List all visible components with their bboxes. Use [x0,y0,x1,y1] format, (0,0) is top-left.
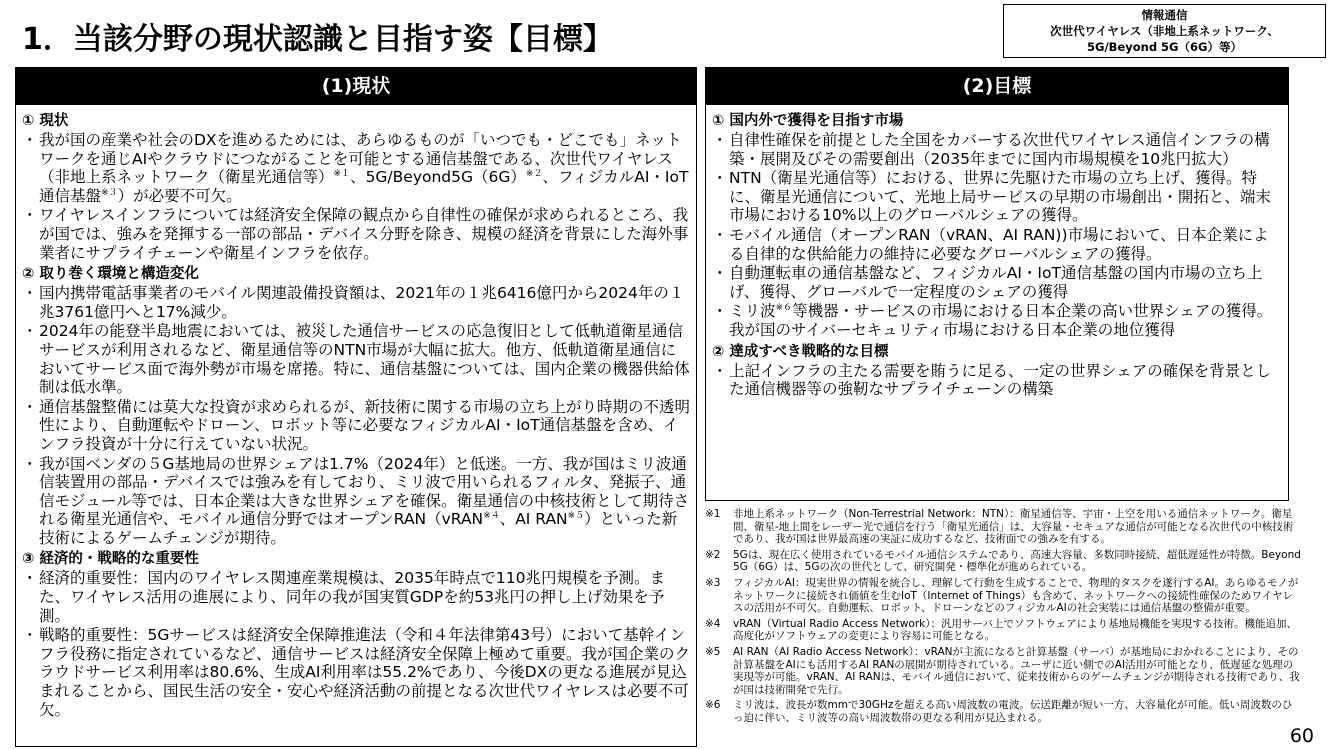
footnote-text: 非地上系ネットワーク（Non-Terrestrial Network：NTN）：衛星通信等、宇宙・上空を用いる通信ネットワーク。衛星間、衛星-地上間をレーザー光で通信を行う「衛星光通信」は、大容量・セキュアな通信が可能となる次世代の中核技術であり、我が国は世界最高速の実証に成功するなど、技術面での強みを有する。 [733,508,1294,546]
footnote-mark: ※4 [705,617,721,630]
footnote-text: 5Gは、現在広く使用されているモバイル通信システムであり、高速大容量、多数同時接続、超低遅延性が特徴。Beyond 5G（6G）は、5Gの次の世代として、研究開発・標準化が進められている。 [733,548,1301,574]
section-heading: ② 取り巻く環境と構造変化 [22,266,199,283]
bullet-text: 国内携帯電話事業者のモバイル関連設備投資額は、2021年の１兆6416億円から2024年の１兆3761億円へと17%減少。 [39,284,685,321]
footnote-text: AI RAN（AI Radio Access Network）：vRANが主流になると計算基盤（サーバ）が基地局におかれることにより、その計算基盤をAIにも活用するAI RANの展開が期待されている。ユーザに近い側でのAI活用が可能となり、低遅延な処理の実現等が可能。vRAN、AI RANは、モバイル通信において、従来技術からのゲームチェンジが期待される技術であり、我が国は技術開発で先行。 [733,645,1300,696]
bullet-text: 我が国の産業や社会のDXを進めるためには、あらゆるものが「いつでも・どこでも」ネットワークを通じAIやクラウドにつながることを可能とする通信基盤である、次世代ワイヤレス（非地上系ネットワーク（衛星光通信等） [39,131,682,187]
footnote-ref: ※６ [775,303,793,314]
bullet-item [712,302,1282,339]
bullet-text: 、5G/Beyond5G（6G） [350,168,526,187]
footnote-text: ミリ波は、波長が数mmで30GHzを超える高い周波数の電波。伝送距離が短い一方、大容量化が可能。低い周波数のひっ迫に伴い、ミリ波等の高い周波数帯の更なる利用が見込まれる。 [733,699,1293,724]
page-number: 60 [1289,725,1314,747]
bullet-item [22,131,690,205]
bullet-item [712,226,1282,263]
footnote-item [705,577,1301,615]
footnote-ref: ※５ [567,511,585,522]
bullet-text: 通信基盤整備には莫大な投資が求められるが、新技術に関する市場の立ち上がり時期の不透明性により、自動運転やドローン、ロボット等に必要なフィジカルAI・IoT通信基盤を含め、インフラ投資が十分に行えていない状況。 [39,397,691,453]
bullet-text: 自律性確保を前提とした全国をカバーする次世代ワイヤレス通信インフラの構築・展開及びその需要創出（2035年までに国内市場規模を10兆円拡大） [729,131,1270,168]
category-tag-line-1: 情報通信 [1141,8,1188,22]
footnote-ref: ※１ [333,169,351,180]
bullet-text: ワイヤレスインフラについては経済安全保障の観点から自律性の確保が求められるところ、我が国では、強みを発揮する一部の部品・デバイス分野を除き、規模の経済を背景にした海外事業者にサプライチェーンや衛星インフラを依存。 [39,206,689,262]
bullet-text: 2024年の能登半島地震においては、被災した通信サービスの応急復旧として低軌道衛星通信サービスが利用されるなど、衛星通信等のNTN市場が大幅に拡大。他方、低軌道衛星通信においてサービス面で海外勢が市場を席捲。特に、通信基盤については、国内企業の機器供給体制は低水準。 [39,322,690,397]
bullet-item [22,398,690,454]
bullet-text: ）が必要不可欠。 [117,186,242,205]
bullet-item [712,169,1282,225]
footnote-item [705,699,1301,724]
bullet-item [22,455,690,548]
footnote-ref: ※３ [101,187,118,198]
footnote-mark: ※2 [705,548,721,561]
current-status-header: (1)現状 [16,68,696,105]
bullet-text: 、フィジカルAI・IoT通信基盤 [39,168,689,205]
footnote-text: フィジカルAI：現実世界の情報を統合し、理解して行動を生成することで、物理的タスクを遂行するAI。あらゆるモノがネットワークに接続され価値を生むIoT（Internet of Things）も含めて、ネットワークへの接続性確保のためワイヤレスの活用が不可欠。自動運転、ロボット、ドローンなどのフィジカルAIの社会実装には通信基盤の整備が重要。 [733,576,1299,615]
category-tag-line-2: 次世代ワイヤレス（非地上系ネットワーク、 [1050,24,1279,38]
section-heading: ② 達成すべき戦略的な目標 [712,343,889,360]
bullet-text: ）といった新技術によるゲームチェンジが期待。 [39,510,678,547]
footnote-mark: ※6 [705,699,721,712]
bullet-item [712,131,1282,168]
category-tag-line-3: 5G/Beyond 5G（6G）等） [1087,40,1242,54]
bullet-text: NTN（衛星光通信等）における、世界に先駆けた市場の立ち上げ、獲得。特に、衛星光通信について、光地上局サービスの早期の市場創出・開拓と、端末市場における10%以上のグローバルシェアの獲得。 [729,169,1271,225]
bullet-text: 自動運転車の通信基盤など、フィジカルAI・IoT通信基盤の国内市場の立ち上げ、獲得、グローバルで一定程度のシェアの獲得 [729,264,1263,301]
bullet-text: 経済的重要性：国内のワイヤレス関連産業規模は、2035年時点で110兆円規模を予測。また、ワイヤレス活用の進展により、同年の我が国実質GDPを約53兆円の押し上げ効果を予測。 [39,569,665,625]
goals-header: (2)目標 [706,68,1288,105]
current-status-panel [15,67,697,747]
bullet-item [22,322,690,396]
bullet-item [712,362,1282,399]
footnote-mark: ※3 [705,576,721,589]
bullet-text: 、AI RAN [499,510,568,529]
goals-body [706,105,1288,399]
section-heading: ③ 経済的・戦略的な重要性 [22,551,199,568]
footnote-text: vRAN（Virtual Radio Access Network）：汎用サーバ上でソフトウェアにより基地局機能を実現する技術。機能追加、高度化がソフトウェアの変更により容易に可能となる。 [733,617,1298,643]
bullet-text: モバイル通信（オープンRAN（vRAN、AI RAN))市場において、日本企業による自律的な供給能力の維持に必要なグローバルシェアの獲得。 [729,225,1269,263]
footnote-mark: ※1 [705,508,721,520]
footnote-item [705,646,1301,696]
footnote-item [705,618,1301,643]
bullet-text: ミリ波 [729,302,776,321]
footnotes [705,508,1301,728]
footnote-ref: ※４ [483,511,500,522]
category-tag-box [1003,4,1326,58]
footnote-item [705,508,1301,546]
section-heading: ① 現状 [22,113,69,129]
page-title: 1．当該分野の現状認識と目指す姿【目標】 [22,22,613,57]
bullet-text: 我が国ベンダの５G基地局の世界シェアは1.7%（2024年）と低迷。一方、我が国はミリ波通信装置用の部品・デバイスでは強みを有しており、ミリ波で用いられるフィルタ、発振子、通信モジュール等では、日本企業は大きな世界シェアを確保。衛星通信の中核技術として期待される衛星光通信や、モバイル通信分野ではオープンRAN（vRAN [39,454,690,529]
section-heading: ① 国内外で獲得を目指す市場 [712,113,904,129]
bullet-item [712,264,1282,301]
current-status-body [16,105,696,719]
bullet-item [22,284,690,321]
bullet-text: 戦略的重要性：5Gサービスは経済安全保障推進法（令和４年法律第43号）において基幹インフラ役務に指定されているなど、通信サービスは経済安全保障上極めて重要。我が国企業のクラウドサービス利用率は80.6%、生成AI利用率は55.2%であり、今後DXの更なる進展が見込まれることから、国民生活の安全・安心や経済活動の前提となる次世代ワイヤレスは必要不可欠。 [39,626,691,719]
goals-panel [705,67,1289,501]
bullet-item [22,626,690,719]
footnote-mark: ※5 [705,645,721,658]
bullet-text: 上記インフラの主たる需要を賄うに足る、一定の世界シェアの確保を背景とした通信機器等の強靭なサプライチェーンの構築 [729,361,1272,399]
bullet-item [22,206,690,262]
footnote-ref: ※２ [525,169,543,180]
bullet-item [22,569,690,625]
footnote-item [705,549,1301,574]
bullet-text: 等機器・サービスの市場における日本企業の高い世界シェアの獲得。我が国のサイバーセキュリティ市場における日本企業の地位獲得 [729,302,1273,339]
